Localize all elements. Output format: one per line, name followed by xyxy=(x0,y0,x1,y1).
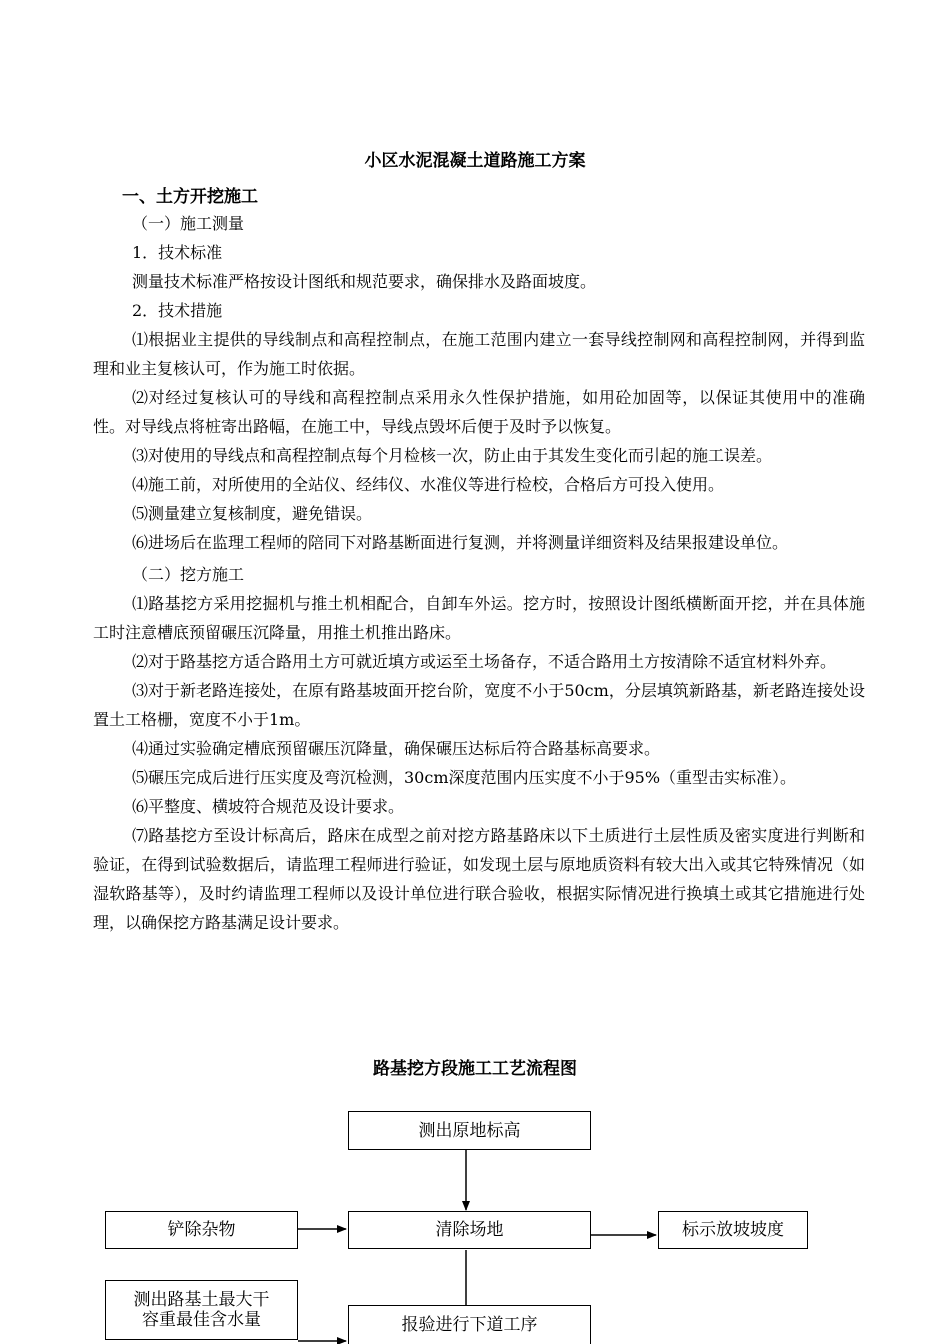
paragraph: ⑷通过实验确定槽底预留碾压沉降量，确保碾压达标后符合路基标高要求。 xyxy=(132,739,661,758)
subsection-heading: （一）施工测量 xyxy=(132,214,245,233)
flow-node-measure-elevation: 测出原地标高 xyxy=(348,1111,591,1150)
paragraph: ⑴路基挖方采用挖掘机与推土机相配合，自卸车外运。挖方时，按照设计图纸横断面开挖，并在具体施工时注意槽底预留碾压沉降量，用推土机推出路床。 xyxy=(93,594,865,642)
flow-node-inspection-next: 报验进行下道工序 xyxy=(348,1305,591,1344)
section-heading: 一、土方开挖施工 xyxy=(122,187,258,207)
paragraph: ⑷施工前，对所使用的全站仪、经纬仪、水准仪等进行检校，合格后方可投入使用。 xyxy=(132,475,725,494)
paragraph: 1．技术标准 xyxy=(132,243,223,262)
paragraph: ⑶对使用的导线点和高程控制点每个月检核一次，防止由于其发生变化而引起的施工误差。 xyxy=(132,446,773,465)
flow-node-clear-site: 清除场地 xyxy=(348,1211,591,1249)
flowchart-title: 路基挖方段施工工艺流程图 xyxy=(373,1059,577,1079)
paragraph: ⑺路基挖方至设计标高后，路床在成型之前对挖方路基路床以下土质进行土层性质及密实度进行判断和验证，在得到试验数据后，请监理工程师进行验证，如发现土层与原地质资料有较大出入或其它特殊情况（如湿软路基等），及时约请监理工程师以及设计单位进行联合验收，根据实际情况进行换填土或其它措施进行处理，以确保挖方路基满足设计要求。 xyxy=(93,826,865,932)
flow-node-max-density: 测出路基土最大干容重最佳含水量 xyxy=(105,1280,298,1340)
paragraph: ⑴根据业主提供的导线制点和高程控制点，在施工范围内建立一套导线控制网和高程控制网，并得到监理和业主复核认可，作为施工时依据。 xyxy=(93,330,865,378)
paragraph: ⑸测量建立复核制度，避免错误。 xyxy=(132,504,373,523)
page-title: 小区水泥混凝土道路施工方案 xyxy=(364,151,586,171)
paragraph: 测量技术标准严格按设计图纸和规范要求，确保排水及路面坡度。 xyxy=(132,272,597,291)
document-body xyxy=(93,209,865,937)
paragraph: ⑹进场后在监理工程师的陪同下对路基断面进行复测，并将测量详细资料及结果报建设单位。 xyxy=(132,533,789,552)
flow-node-mark-slope: 标示放坡坡度 xyxy=(658,1211,808,1249)
paragraph: ⑵对于路基挖方适合路用土方可就近填方或运至土场备存，不适合路用土方按清除不适宜材料外弃。 xyxy=(132,652,837,671)
paragraph: ⑶对于新老路连接处，在原有路基坡面开挖台阶，宽度不小于50cm，分层填筑新路基，新老路连接处设置土工格栅，宽度不小于1m。 xyxy=(93,681,865,729)
paragraph: 2．技术措施 xyxy=(132,301,223,320)
paragraph: ⑹平整度、横坡符合规范及设计要求。 xyxy=(132,797,405,816)
paragraph: ⑸碾压完成后进行压实度及弯沉检测，30cm深度范围内压实度不小于95%（重型击实标准）。 xyxy=(132,768,797,787)
paragraph: ⑵对经过复核认可的导线和高程控制点采用永久性保护措施，如用砼加固等，以保证其使用中的准确性。对导线点将桩寄出路幅，在施工中，导线点毁坏后便于及时予以恢复。 xyxy=(93,388,865,436)
flow-node-remove-debris: 铲除杂物 xyxy=(105,1211,298,1249)
subsection-heading: （二）挖方施工 xyxy=(132,565,245,584)
